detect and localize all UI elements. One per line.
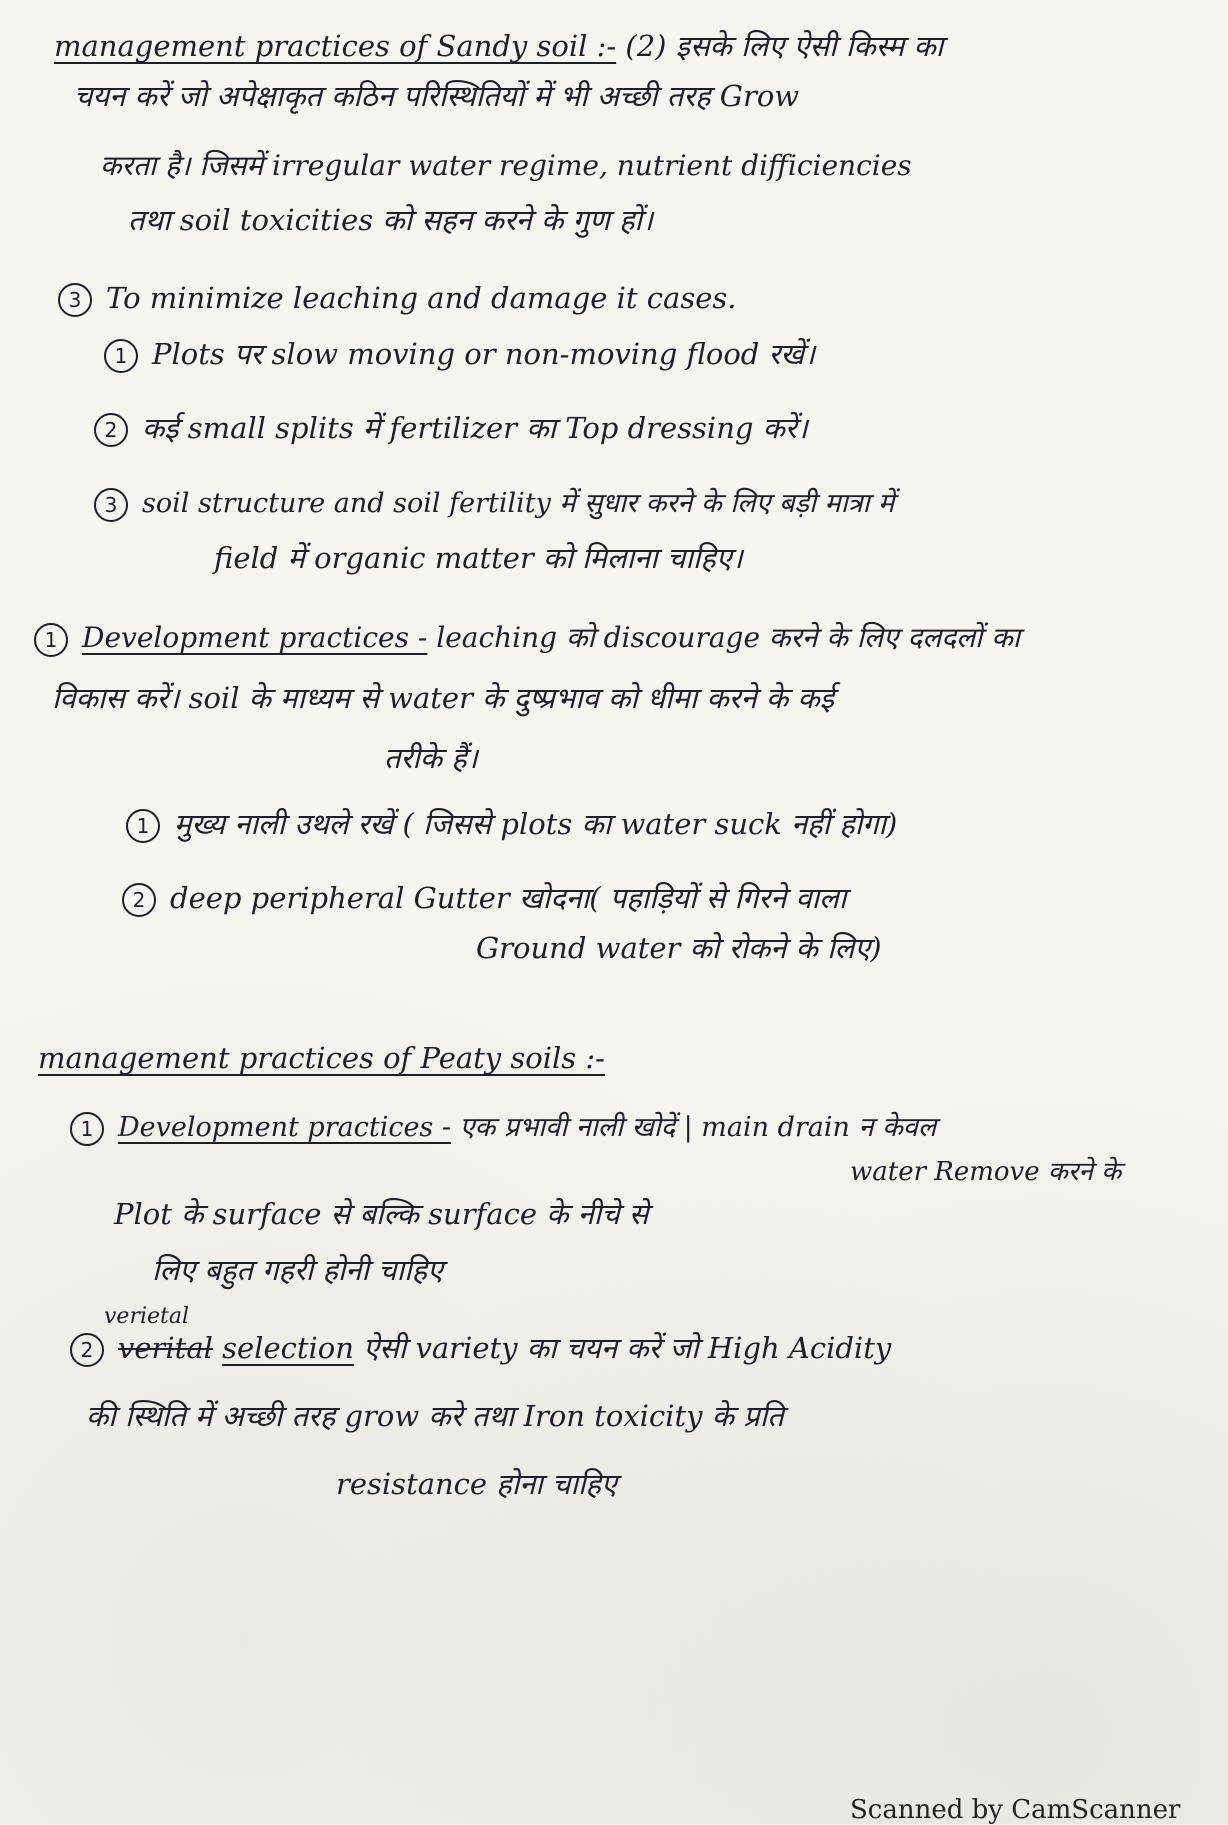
development-line2: विकास करें। soil के माध्यम से water के दुष्प्रभाव को धीमा करने के कई — [52, 681, 834, 715]
sub-text: Plots पर slow moving or non-moving flood रखें। — [152, 337, 816, 371]
sub-text: deep peripheral Gutter खोदना( पहाड़ियों से गिरने वाला — [170, 881, 847, 915]
peaty-varietal-line3: resistance होना चाहिए — [336, 1467, 617, 1501]
peaty-varietal-line1 — [70, 1330, 891, 1367]
sub-text: मुख्य नाली उथले रखें ( जिससे plots का water suck नहीं होगा) — [174, 807, 898, 841]
peaty-development-line1b: water Remove करने के — [850, 1157, 1122, 1187]
section-number: 1 — [34, 623, 68, 657]
peaty-development-line2: Plot के surface से बल्कि surface के नीचे से — [114, 1197, 649, 1231]
sandy-sub-3-cont: field में organic matter को मिलाना चाहिए। — [214, 541, 743, 575]
sub-number: 1 — [104, 339, 138, 373]
peaty-development-line1 — [70, 1110, 936, 1146]
point-text: To minimize leaching and damage it cases. — [106, 281, 737, 315]
sub-text: soil structure and soil fertility में सुधार करने के लिए बड़ी मात्रा में — [142, 488, 895, 519]
sub-text: कई small splits में fertilizer का Top dressing करें। — [142, 411, 808, 445]
sandy-soil-heading: management practices of Sandy soil :- — [54, 29, 617, 63]
development-text: leaching को discourage करने के लिए दलदलों का — [436, 621, 1020, 654]
sub-number: 3 — [94, 488, 128, 522]
varietal-text: ऐसी variety का चयन करें जो High Acidity — [363, 1331, 892, 1365]
peaty-development-heading: Development practices - — [118, 1112, 451, 1143]
point-number: 3 — [58, 283, 92, 317]
peaty-heading-text: management practices of Peaty soils :- — [38, 1041, 605, 1075]
varietal-heading: selection — [222, 1331, 354, 1365]
camscanner-watermark: Scanned by CamScanner — [850, 1795, 1181, 1825]
sub-number: 1 — [126, 809, 160, 843]
sandy-sub-3 — [94, 486, 894, 522]
struck-word: verital — [118, 1331, 213, 1365]
sub-number: 2 — [94, 413, 128, 447]
peaty-varietal-line2: की स्थिति में अच्छी तरह grow करे तथा Iron toxicity के प्रति — [86, 1399, 784, 1433]
sandy-soil-line3: करता है। जिसमें irregular water regime, nutrient difficiencies — [100, 149, 912, 182]
development-sub-1 — [126, 806, 897, 843]
sandy-sub-2 — [94, 410, 808, 447]
development-sub-2-cont: Ground water को रोकने के लिए) — [476, 931, 882, 965]
development-block-line1 — [34, 620, 1020, 657]
varietal-correction: verietal — [104, 1304, 190, 1329]
peaty-soil-heading — [38, 1040, 605, 1076]
development-line3: तरीके हैं। — [384, 741, 478, 775]
section-number: 2 — [70, 1333, 104, 1367]
sandy-sub-1 — [104, 336, 815, 373]
sandy-soil-line4: तथा soil toxicities को सहन करने के गुण हों। — [128, 203, 654, 237]
development-heading: Development practices - — [82, 621, 428, 654]
peaty-development-line3: लिए बहुत गहरी होनी चाहिए — [152, 1253, 444, 1287]
section-number: 1 — [70, 1112, 104, 1146]
sandy-soil-block-line1 — [54, 28, 943, 64]
sandy-soil-text: (2) इसके लिए ऐसी किस्म का — [625, 29, 944, 63]
peaty-development-text: एक प्रभावी नाली खोदें | main drain न केवल — [459, 1112, 937, 1143]
sandy-soil-line2: चयन करें जो अपेक्षाकृत कठिन परिस्थितियों में भी अच्छी तरह Grow — [74, 79, 800, 113]
sandy-point-3 — [58, 280, 736, 317]
sub-number: 2 — [122, 883, 156, 917]
development-sub-2 — [122, 880, 846, 917]
